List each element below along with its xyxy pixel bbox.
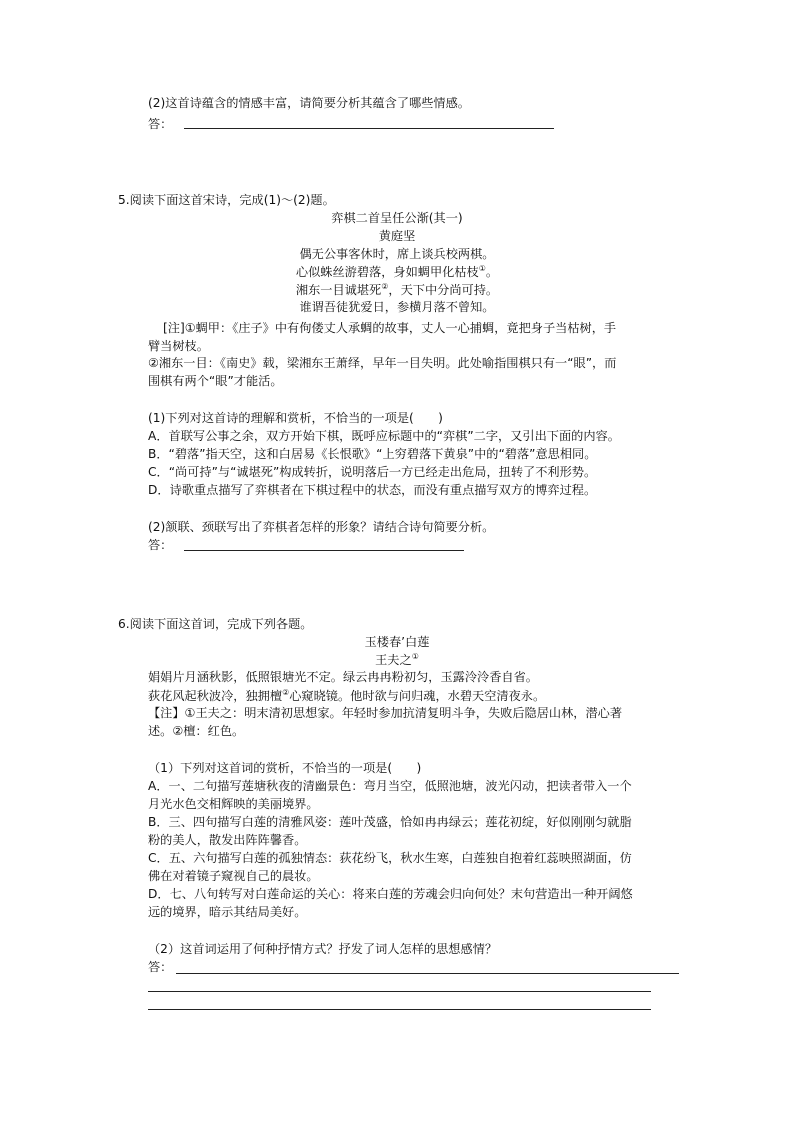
q6-sub1-prompt: （1）下列对这首词的赏析，不恰当的一项是( ) [148,761,422,775]
footnote-ref-2: ② [381,282,389,291]
q6-answer-label: 答： [148,960,173,974]
q5-note-2: ②湘东一目：《南史》载，梁湘东王萧绎，早年一目失明。此处喻指围棋只有一“眼”，而 [148,356,617,370]
q5-option-c: C．“尚可持”与“诚堪死”构成转折，说明落后一方已经走出危局，扭转了不利形势。 [148,465,597,479]
q6-sub2-prompt: （2）这首词运用了何种抒情方式？抒发了词人怎样的思想感情？ [148,942,498,956]
q5-option-d: D．诗歌重点描写了弈棋者在下棋过程中的状态，而没有重点描写双方的博弈过程。 [148,483,597,497]
q6-option-d-cont: 远的境界，暗示其结局美好。 [148,905,307,919]
q5-intro: 5.阅读下面这首宋诗，完成(1)～(2)题。 [118,193,335,207]
q5-poem-title: 弈棋二首呈任公渐(其一) [331,211,463,225]
q6-intro: 6.阅读下面这首词，完成下列各题。 [118,617,313,631]
footnote-ref-1: ① [478,264,486,273]
q4-answer-line [184,128,554,129]
q5-note-2-cont: 围棋有两个“眼”才能活。 [148,374,283,388]
q5-sub2-prompt: (2)颔联、颈联写出了弈棋者怎样的形象？请结合诗句简要分析。 [148,520,495,534]
q6-option-b: B．三、四句描写白莲的清雅风姿：莲叶茂盛，恰如冉冉绿云；莲花初绽，好似刚刚匀就脂 [148,815,632,829]
q6-note: 【注】①王夫之：明末清初思想家。年轻时参加抗清复明斗争，失败后隐居山林，潜心著 [148,706,623,720]
q5-poem-line-3: 湘东一目诚堪死②，天下中分尚可持。 [295,282,499,297]
q6-option-d: D．七、八句转写对白莲命运的关心：将来白莲的芳魂会归向何处？末句营造出一种开阔悠 [148,887,633,901]
q6-option-a: A．一、二句描写莲塘秋夜的清幽景色：弯月当空，低照池塘，波光闪动，把读者带入一个 [148,779,632,793]
q5-sub1-prompt: (1)下列对这首诗的理解和赏析，不恰当的一项是( ) [148,411,443,425]
q6-option-a-cont: 月光水色交相辉映的美丽境界。 [148,797,319,811]
q5-poem-line-4: 谁谓吾徒犹爱日，参横月落不曾知。 [299,300,495,314]
q6-poem-text-1: 娟娟片月涵秋影，低照银塘光不定。绿云冉冉粉初匀，玉露泠泠香自省。 [148,670,538,684]
q4-answer-label: 答： [148,117,173,131]
q4-sub2-prompt: (2)这首诗蕴含的情感丰富，请简要分析其蕴含了哪些情感。 [148,96,470,110]
q6-poem-title: 玉楼春’白莲 [364,635,430,649]
q5-answer-label: 答： [148,538,173,552]
footnote-ref-1: ① [411,652,419,661]
footnote-ref-2: ② [282,688,290,697]
q6-option-c: C．五、六句描写白莲的孤独情态：荻花纷飞，秋水生寒，白莲独自抱着红蕊映照湖面，仿 [148,851,632,865]
q5-poem-line-2: 心似蛛丝游碧落，身如蜩甲化枯枝①。 [295,264,499,279]
q5-option-a: A．首联写公事之余，双方开始下棋，既呼应标题中的“弈棋”二字，又引出下面的内容。 [148,429,620,443]
q6-poem-author: 王夫之① [375,652,419,667]
q6-option-c-cont: 佛在对着镜子窥视自己的晨妆。 [148,869,319,883]
q6-note-cont: 述。②檀：红色。 [148,724,245,738]
q6-poem-text-2: 荻花风起秋波冷，独拥檀②心窥晓镜。他时欲与问归魂，水碧天空清夜永。 [148,688,546,703]
q6-option-b-cont: 粉的美人，散发出阵阵馨香。 [148,833,307,847]
q6-answer-line-2 [148,991,651,992]
q5-option-b: B．“碧落”指天空，这和白居易《长恨歌》“上穷碧落下黄泉”中的“碧落”意思相同。 [148,447,597,461]
q6-answer-line-1 [176,973,679,974]
q5-note-1: [注]①蜩甲：《庄子》中有佝偻丈人承蜩的故事，丈人一心捕蜩，竟把身子当枯树，手 [163,321,617,335]
q5-poem-author: 黄庭坚 [378,229,416,243]
q5-answer-line [184,550,464,551]
q5-note-1-cont: 臂当树枝。 [148,339,209,353]
q5-poem-line-1: 偶无公事客休时，席上谈兵校两棋。 [299,247,495,261]
q6-answer-line-3 [148,1009,651,1010]
